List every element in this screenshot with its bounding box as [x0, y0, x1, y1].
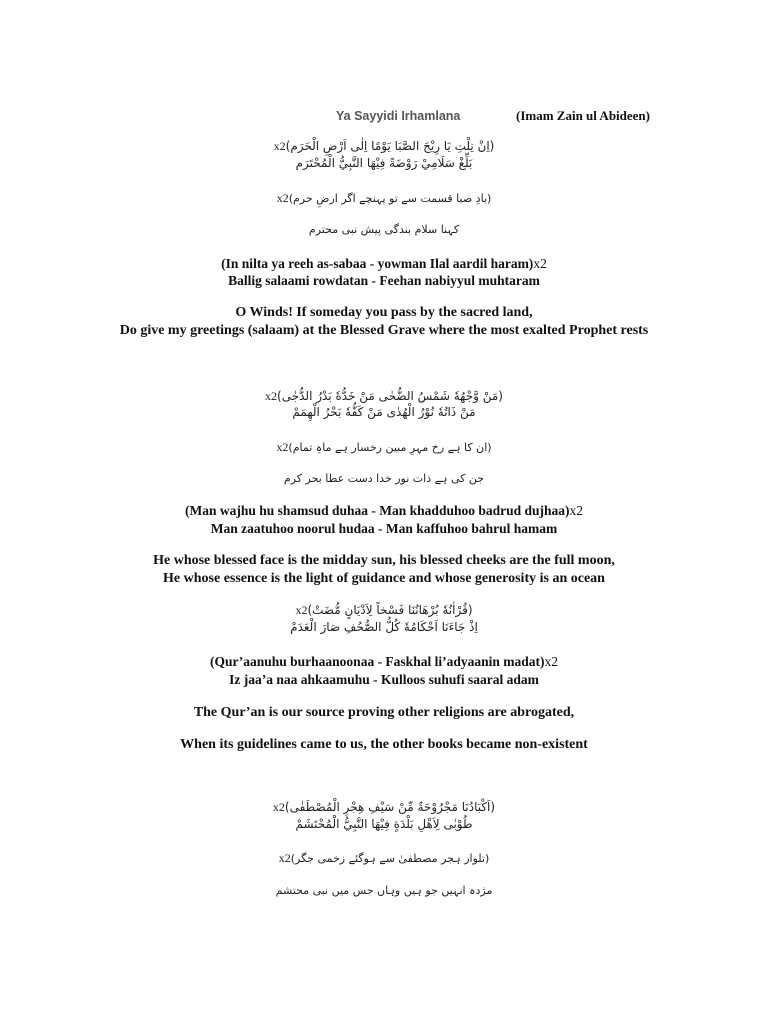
verse-4-urdu-line-2: مژدہ انہیں جو ہیں وہاں جس میں نبی محتشم — [275, 884, 493, 897]
verse-1-translit-line-2: Ballig salaami rowdatan - Feehan nabiyyul muhtaram — [228, 273, 540, 288]
verse-1-urdu-line-2: کہنا سلام بندگی پیش نبی محترم — [308, 223, 460, 236]
verse-2-urdu-line-2: جن کی ہے ذات نور خدا دست عطا بحر کرم — [283, 472, 485, 485]
verse-2-arabic-line-2: مَنْ ذَاتُهٗ نُوْرُ الْهُدٰى مَنْ كَفُّهٗ بَحْرُ الْهِمَمْ — [292, 405, 476, 419]
verse-2-english-line-1: He whose blessed face is the midday sun, his blessed cheeks are the full moon, — [153, 553, 615, 568]
verse-3-arabic-line-2: اِذْ جَاءَنَا اَحْكَامُهٗ كُلُّ الصُّحُفِ صَارَ الْعَدَمْ — [290, 620, 478, 634]
verse-4-urdu-line-1: (تلوار ہجر مصطفیٰ سے ہوگئے زخمی جگر)x2 — [278, 851, 490, 865]
header-title: Ya Sayyidi Irhamlana — [336, 109, 461, 123]
verse-1-arabic-line-2: بَلِّغْ سَلَامِيْ رَوْضَةً فِيْهَا النَّبِيُّ الْمُحْتَرَم — [295, 156, 473, 170]
verse-3-arabic-line-1: (قُرْاٰنُهٗ بُرْهَانُنَا فَسْخاً لِاَدْيَانٍ مُّضَتْ)x2 — [295, 603, 473, 617]
verse-1-arabic-line-1: (اِنْ نِلْتِ يَا رِيْحَ الصَّبَا يَوْمًا اِلٰى اَرْضِ الْحَرَم)x2 — [273, 139, 495, 153]
verse-2-urdu-line-1: (ان کا ہے رخ مہرِ مبین رخسار ہے ماہِ تمام)x2 — [276, 440, 492, 454]
verse-3-translit-line-1: (Qur’aanuhu burhaanoonaa - Faskhal li’adyaanin madat)x2 — [210, 654, 558, 669]
verse-2-english-line-2: He whose essence is the light of guidance and whose generosity is an ocean — [163, 571, 605, 586]
verse-4-arabic-line-2: طُوْبٰى لِاَهْلِ بَلْدَةٍ فِيْهَا النَّبِيُّ الْمُحْتَشَمْ — [295, 817, 473, 831]
verse-4-arabic-line-1: (اَكْبَادُنَا مَجْرُوْحَةٌ مِّنْ سَيْفِ هِجْرِ الْمُصْطَفٰى)x2 — [272, 800, 496, 814]
verse-2-arabic-line-1: (مَنْ وَّجْهُهٗ شَمْسُ الضُّحٰى مَنْ خَدُّهٗ بَدْرُ الدُّجٰى)x2 — [265, 389, 503, 403]
verse-1-urdu-line-1: (بادِ صبا قسمت سے تو پہنچے اگر ارضِ حرم)x2 — [276, 191, 492, 205]
verse-1-translit-line-1: (In nilta ya reeh as-sabaa - yowman Ilal aardil haram)x2 — [221, 256, 547, 271]
verse-2-translit-line-2: Man zaatuhoo noorul hudaa - Man kaffuhoo bahrul hamam — [210, 521, 558, 536]
verse-1-english-line-2: Do give my greetings (salaam) at the Blessed Grave where the most exalted Prophet rests — [119, 323, 649, 338]
verse-3-translit-line-2: Iz jaa’a naa ahkaamuhu - Kulloos suhufi saaral adam — [229, 672, 539, 687]
verse-3-english-line-2: When its guidelines came to us, the other books became non-existent — [180, 737, 588, 752]
header-author: (Imam Zain ul Abideen) — [516, 108, 650, 123]
verse-1-english-line-1: O Winds! If someday you pass by the sacred land, — [235, 305, 533, 320]
verse-3-english-line-1: The Qur’an is our source proving other religions are abrogated, — [193, 705, 575, 720]
verse-2-translit-line-1: (Man wajhu hu shamsud duhaa - Man khadduhoo badrud dujhaa)x2 — [184, 503, 584, 518]
